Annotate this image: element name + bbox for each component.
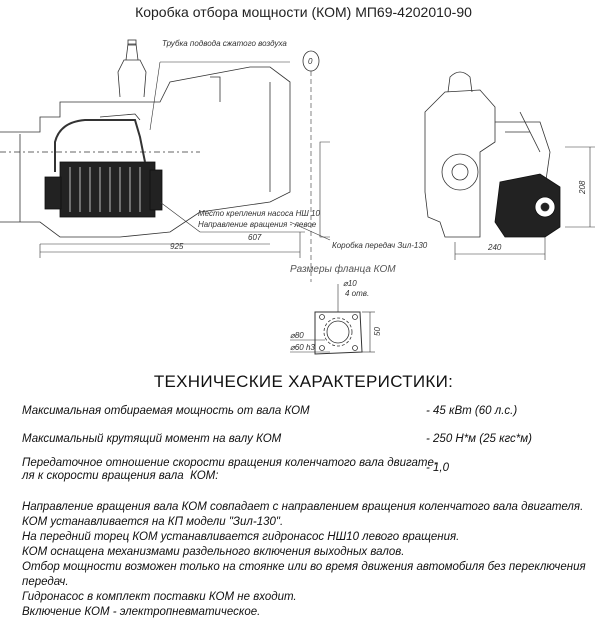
specs-heading: ТЕХНИЧЕСКИЕ ХАРАКТЕРИСТИКИ:: [153, 372, 454, 391]
spec-power-label: Максимальная отбираемая мощность от вала КОМ: [22, 405, 310, 417]
dim-hole-dia: ⌀10: [343, 279, 357, 288]
note-line: Отбор мощности возможен только на стоянке или во время движения автомобиля без переключения: [22, 561, 586, 573]
note-line: КОМ устанавливается на КП модели "Зил-130".: [22, 516, 284, 528]
dim-240: 240: [488, 243, 502, 252]
label-rotation: Направление вращения - левое: [198, 220, 317, 229]
spec-ratio-label: Передаточное отношение скорости вращения коленчатого вала двигате- ля к скорости вращения вала КОМ:: [22, 457, 438, 482]
circle-marker-label: 0: [308, 57, 313, 66]
spec-torque-label: Максимальный крутящий момент на валу КОМ: [22, 433, 282, 445]
shifter-tower: [118, 60, 146, 97]
label-pump-mount: Место крепления насоса НШ 10: [198, 209, 320, 218]
note-line: КОМ оснащена механизмами раздельного включения выходных валов.: [22, 546, 405, 558]
spec-torque-value: - 250 Н*м (25 кгс*м): [426, 433, 532, 445]
dim-925: 925: [170, 242, 184, 251]
dim-60: ⌀60 h3: [290, 343, 315, 352]
dim-50: 50: [373, 327, 382, 336]
technical-drawing: [0, 22, 607, 362]
spec-ratio-value: - 1,0: [426, 462, 450, 474]
note-line: Включение КОМ - электропневматическое.: [22, 606, 261, 618]
note-line: Направление вращения вала КОМ совпадает с направлением вращения коленчатого вала двигателя.: [22, 501, 584, 513]
note-line: На передний торец КОМ устанавливается гидронасос НШ10 левого вращения.: [22, 531, 460, 543]
gearbox-front-view: [425, 90, 495, 237]
page-title: Коробка отбора мощности (КОМ) МП69-4202010-90: [135, 4, 472, 20]
note-line: Гидронасос в комплект поставки КОМ не входит.: [22, 591, 297, 603]
note-line: передач.: [22, 576, 69, 588]
pto-unit-side: [45, 162, 162, 217]
label-air-tube: Трубка подвода сжатого воздуха: [162, 39, 287, 48]
dim-607: 607: [248, 233, 262, 242]
dim-holes: 4 отв.: [345, 289, 370, 298]
label-gearbox: Коробка передач Зил-130: [332, 241, 428, 250]
dim-208: 208: [578, 180, 587, 194]
label-flange-title: Размеры фланца КОМ: [290, 264, 396, 275]
dim-80: ⌀80: [290, 331, 304, 340]
spec-power-value: - 45 кВт (60 л.с.): [426, 405, 518, 417]
